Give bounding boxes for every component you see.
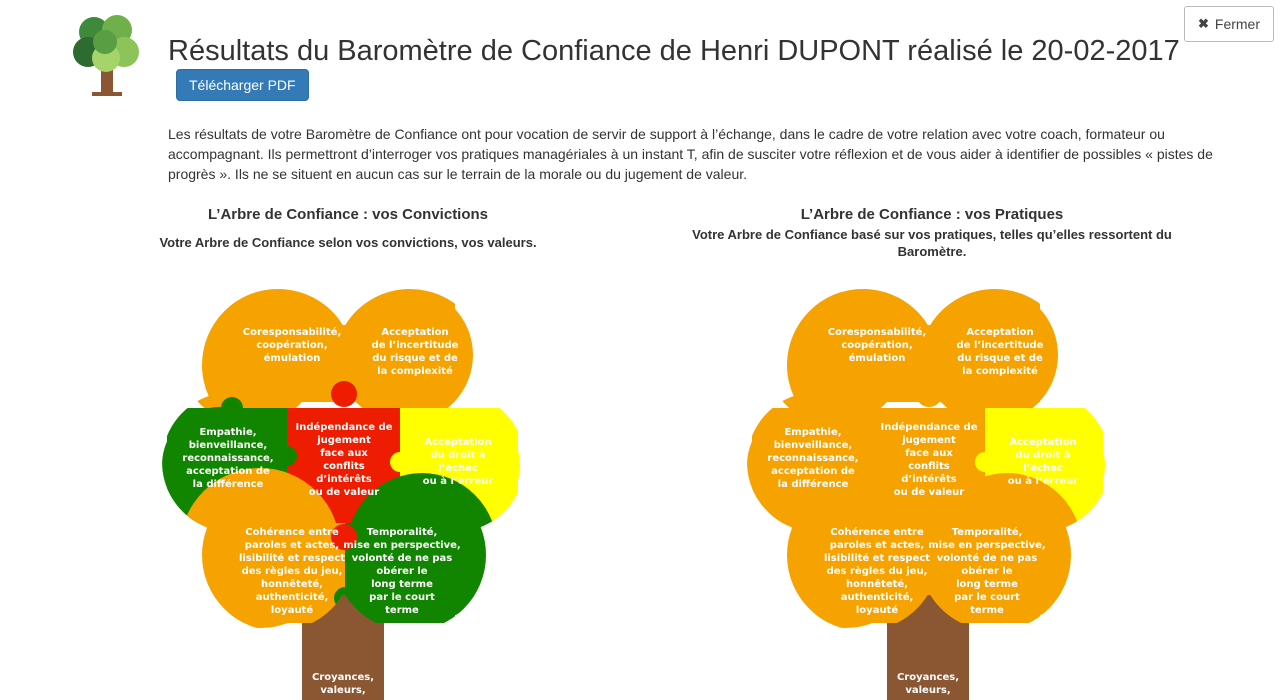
times-icon: ✖ [1197, 16, 1209, 31]
piece-label-acceptation-echec: Acceptation du droit à l’échec ou à l’erreur [422, 437, 494, 487]
page-title: Résultats du Baromètre de Confiance de Henri DUPONT réalisé le 20-02-2017Télécharger PDF [168, 34, 1188, 102]
intro-text: Les résultats de votre Baromètre de Confiance ont pour vocation de servir de support à l’échange, dans le cadre de votre relation avec votre coach, formateur ou accompagnant. Ils permettront d’interroger vos pratiques managériales à un instant T, afin de susciter votre réflexion et de vous aider à identifier de possibles « pistes de progrès ». Ils ne se situent en aucun cas sur le terrain de la morale ou du jugement de valeur. [168, 126, 1213, 182]
piece-label-croyances: Croyances, valeurs, [312, 672, 374, 696]
pratiques-title: L’Arbre de Confiance : vos Pratiques [800, 206, 1064, 223]
convictions-subtitle: Votre Arbre de Confiance selon vos convictions, vos valeurs. [159, 235, 537, 250]
piece-label-empathie: Empathie, bienveillance, reconnaissance, acceptation de la différence [182, 427, 274, 490]
trust-tree-pratiques [745, 280, 1111, 700]
piece-label-coresponsabilite: Coresponsabilité, coopération, émulation [242, 327, 342, 364]
download-pdf-button[interactable]: Télécharger PDF [176, 69, 309, 101]
pratiques-subtitle: Votre Arbre de Confiance basé sur vos pratiques, telles qu’elles ressortent du Baromètre. [692, 227, 1172, 259]
puzzle-tab [222, 513, 242, 533]
piece-label-temporalite: Temporalité, mise en perspective, volonté de ne pas obérer le long terme par le court terme [928, 527, 1046, 616]
piece-label-coherence: Cohérence entre paroles et actes, lisibilité et respect des règles du jeu, honnêteté, authenticité, loyauté [238, 527, 346, 616]
convictions-title: L’Arbre de Confiance : vos Convictions [207, 206, 489, 223]
close-button[interactable] [1184, 6, 1274, 42]
puzzle-tab [916, 381, 942, 407]
piece-label-acceptation-echec: Acceptation du droit à l’échec ou à l’erreur [1007, 437, 1079, 487]
puzzle-tab [390, 452, 410, 472]
puzzle-tab [807, 513, 827, 533]
close-label: Fermer [1214, 16, 1261, 32]
puzzle-tab [1030, 513, 1050, 533]
piece-label-coherence: Cohérence entre paroles et actes, lisibilité et respect des règles du jeu, honnêteté, authenticité, loyauté [823, 527, 931, 616]
puzzle-tab [862, 446, 882, 466]
piece-label-croyances: Croyances, valeurs, [897, 672, 959, 696]
piece-label-acceptation-incertitude: Acceptation de l’incertitude du risque et de la complexité [956, 327, 1044, 377]
puzzle-tab [445, 513, 465, 533]
piece-label-independance: Indépendance de jugement face aux conflits d’intérêts ou de valeur [880, 422, 978, 498]
puzzle-tab [331, 381, 357, 407]
puzzle-tab [277, 446, 297, 466]
trust-tree-convictions [160, 280, 526, 700]
puzzle-tab [975, 452, 995, 472]
piece-label-independance: Indépendance de jugement face aux conflits d’intérêts ou de valeur [295, 422, 393, 498]
piece-label-coresponsabilite: Coresponsabilité, coopération, émulation [827, 327, 927, 364]
puzzle-tab [806, 397, 828, 419]
piece-label-empathie: Empathie, bienveillance, reconnaissance, acceptation de la différence [767, 427, 859, 490]
puzzle-tab [221, 397, 243, 419]
piece-label-acceptation-incertitude: Acceptation de l’incertitude du risque et de la complexité [371, 327, 459, 377]
piece-label-temporalite: Temporalité, mise en perspective, volonté de ne pas obérer le long terme par le court terme [343, 527, 461, 616]
tree-logo [72, 14, 142, 98]
